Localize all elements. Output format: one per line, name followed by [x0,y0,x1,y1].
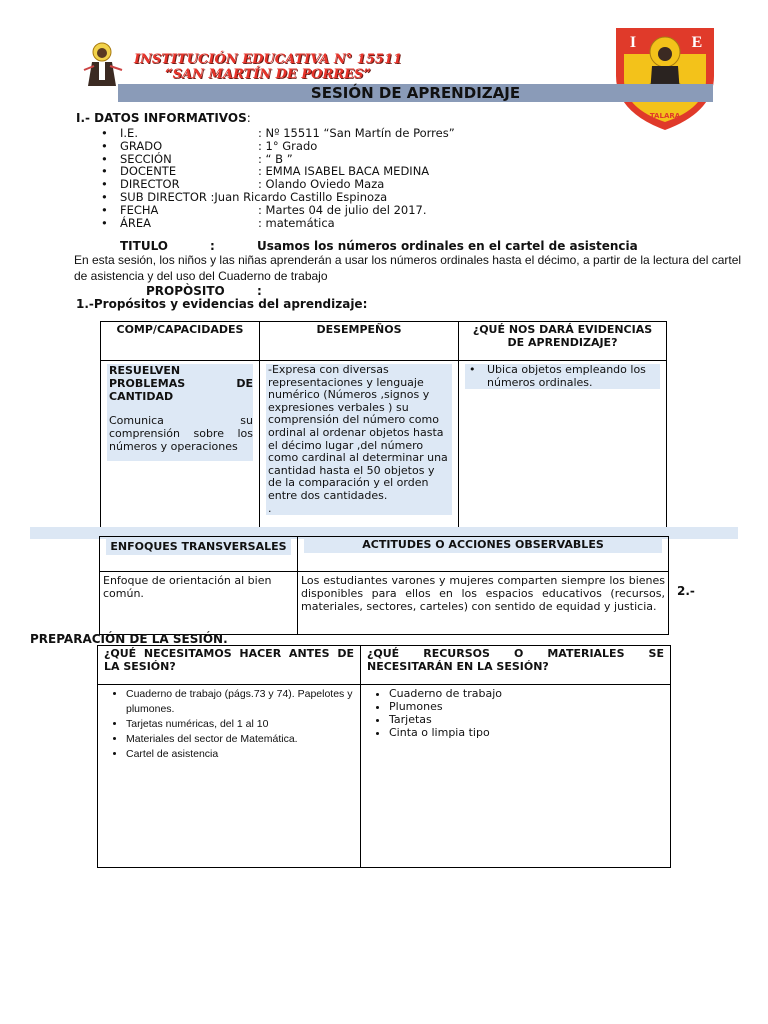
datos-informativos [76,111,476,229]
cell-desempeno [260,361,459,534]
recursos-list [367,687,664,739]
institution-name-line1: INSTITUCIÓN EDUCATIVA N° 15511 [133,52,403,67]
institution-name [118,52,418,82]
cell-enfoque: Enfoque de orientación al bien común. [100,572,298,635]
header-actitudes: ACTITUDES O ACCIONES OBSERVABLES [298,537,669,572]
enfoques-table [99,536,669,635]
antes-list [104,687,354,762]
competencia-text: RESUELVEN PROBLEMAS DE CANTIDAD [109,364,253,403]
datos-item: • FECHA : Martes 04 de julio del 2017. [101,202,427,217]
list-item: • Cartel de asistencia [126,747,354,762]
cell-evidencia [459,361,667,534]
list-item: • Cuaderno de trabajo (págs.73 y 74). Papelotes y plumones. [126,687,354,717]
datos-item: • ÁREA : matemática [101,215,335,230]
datos-item: • DIRECTOR : Olando Oviedo Maza [101,177,385,192]
header-enfoques: ENFOQUES TRANSVERSALES [100,537,298,572]
proposito-label: PROPÒSITO : [146,284,262,298]
capacidad-text: Comunica su comprensión sobre los números y operaciones [109,414,253,453]
header-desempenos: DESEMPEÑOS [260,322,459,361]
datos-item: • I.E. : Nº 15511 “San Martín de Porres” [101,126,455,140]
session-title [120,239,740,253]
cell-antes [98,685,361,868]
crest-letter-i: I [629,34,637,51]
bullet: • [469,363,476,376]
list-item: • Cuaderno de trabajo [389,687,664,700]
list-item: • Materiales del sector de Matemática. [126,732,354,747]
page-title: SESIÓN DE APRENDIZAJE [310,84,521,102]
session-description: En esta sesión, los niños y las niñas aprenderán a usar los números ordinales hasta el décimo, a partir de la lectura del cartel de asistencia y del uso del Cuaderno de trabajo [74,253,742,283]
list-item: • Tarjetas [389,713,664,726]
datos-heading: I.- DATOS INFORMATIVOS: [76,111,251,125]
titulo-text: Usamos los números ordinales en el cartel de asistencia [257,239,638,253]
desempeno-end: . [268,501,272,515]
header-antes: ¿QUÉ NECESITAMOS HACER ANTES DE LA SESIÓN? [98,646,361,685]
section2-title: PREPARACIÓN DE LA SESIÓN. [30,632,228,646]
datos-list [76,127,476,229]
datos-item: • SECCIÓN : “ B ” [101,151,293,166]
header-evidencias: ¿QUÉ NOS DARÁ EVIDENCIAS DE APRENDIZAJE? [459,322,667,361]
datos-item: • GRADO : 1° Grado [101,138,318,153]
cell-competencia [101,361,260,534]
list-item: • Cinta o limpia tipo [389,726,664,739]
school-crest [612,24,718,132]
institution-name-line2: “SAN MARTÍN DE PORRES” [165,67,371,82]
crest-letter-e: E [691,34,703,51]
propositos-table [100,321,667,534]
cell-recursos [361,685,671,868]
crest-motto: TALARA [649,112,681,120]
titulo-label: TITULO [120,239,168,253]
header-recursos: ¿QUÉ RECURSOS O MATERIALES SE NECESITARÁN EN LA SESIÓN? [361,646,671,685]
datos-item: • SUB DIRECTOR :Juan Ricardo Castillo Espinoza [101,189,388,204]
section1-title: 1.-Propósitos y evidencias del aprendizaje: [76,297,368,311]
evidencia-text: Ubica objetos empleando los números ordinales. [487,363,646,389]
datos-item: • DOCENTE : EMMA ISABEL BACA MEDINA [101,164,430,179]
header-comp: COMP/CAPACIDADES [101,322,260,361]
list-item: • Tarjetas numéricas, del 1 al 10 [126,717,354,732]
desempeno-text: -Expresa con diversas representaciones y lenguaje numérico (Números ,signos y expresiones verbales ) su comprensión del número como ordinal al ordenar objetos hasta el décimo lugar ,del número como cardinal al determinar una cantidad hasta el 50 objetos y de la comparación y el orden entre dos cantidades. [268,363,448,502]
list-item: • Plumones [389,700,664,713]
titulo-colon: : [210,239,215,253]
preparacion-table [97,645,671,868]
cell-actitud: Los estudiantes varones y mujeres comparten siempre los bienes disponibles para ellos en los espacios educativos (recursos, materiales, sectores, carteles) con sentido de equidad y justicia. [298,572,669,635]
section2-number: 2.- [677,584,695,598]
